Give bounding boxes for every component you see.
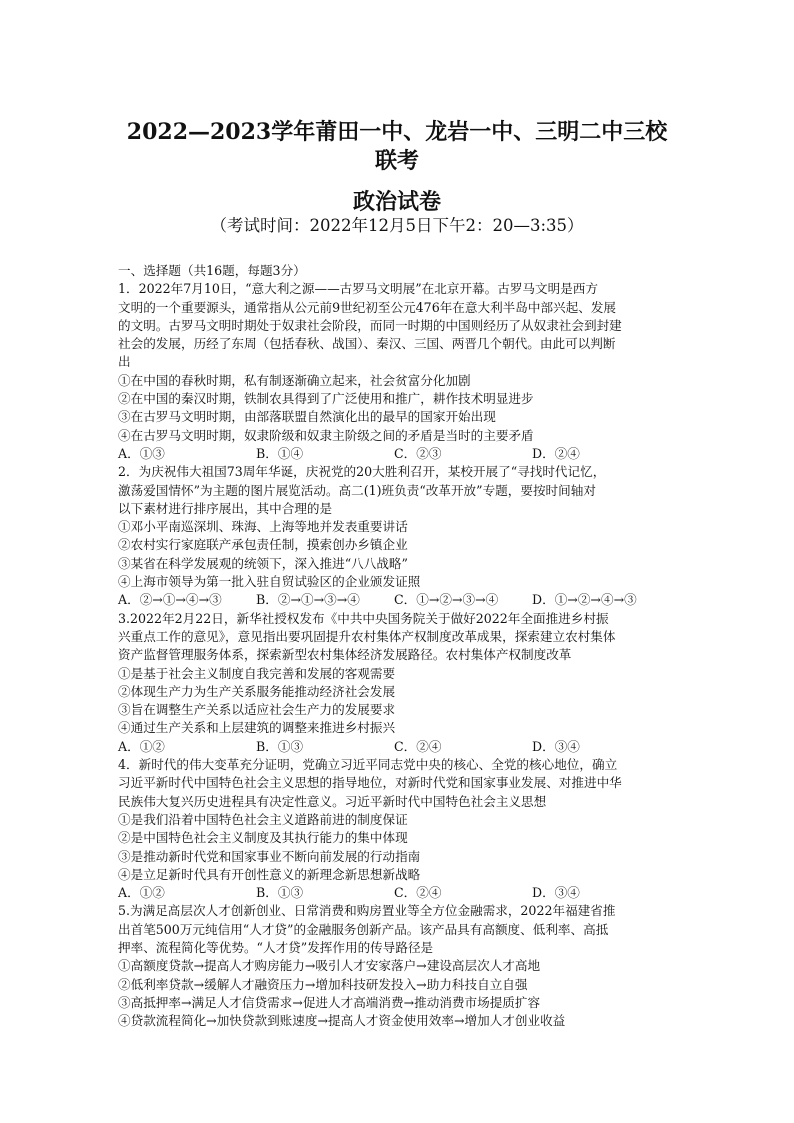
option-d: D．①→②→④→③ — [532, 592, 637, 608]
answer-options — [118, 445, 678, 463]
statement-item: ④贷款流程简化→加快贷款到账速度→提高人才资金使用效率→增加人才创业收益 — [118, 1013, 566, 1029]
option-c: C．②④ — [394, 738, 442, 754]
answer-options — [118, 738, 678, 756]
question-content — [118, 262, 678, 1030]
statement-item: ①是基于社会主义制度自我完善和发展的客观需要 — [118, 665, 396, 681]
question-stem-line: 文明的一个重要源头，通常指从公元前9世纪初至公元476年在意大利半岛中部兴起、发展 — [118, 299, 617, 315]
question-stem-line: 兴重点工作的意见》，意见指出要巩固提升农村集体产权制度改革成果，探索建立农村集体 — [118, 628, 616, 644]
option-d: D．③④ — [532, 885, 580, 901]
option-b: B．①③ — [256, 738, 304, 754]
statement-item: ③是推动新时代党和国家事业不断向前发展的行动指南 — [118, 848, 421, 864]
question-stem-line: 习近平新时代中国特色社会主义思想的指导地位，对新时代党和国家事业发展、对推进中华 — [118, 775, 622, 791]
statement-item: ①高额度贷款→提高人才购房能力→吸引人才安家落户→建设高层次人才高地 — [118, 958, 541, 974]
option-b: B．①③ — [256, 885, 304, 901]
option-d: D．③④ — [532, 738, 580, 754]
statement-item: ④在古罗马文明时期，奴隶阶级和奴隶主阶级之间的矛盾是当时的主要矛盾 — [118, 427, 534, 443]
exam-time: （考试时间：2022年12月5日下午2：20—3:35） — [210, 216, 584, 235]
section-header: 一、选择题（共16题，每题3分） — [118, 263, 306, 278]
question-stem-line: 社会的发展，历经了东周（包括春秋、战国）、秦汉、三国、两晋几个朝代。由此可以判断 — [118, 336, 616, 352]
option-a: A．①③ — [118, 445, 165, 461]
statement-item: ④是立足新时代具有开创性意义的新理念新思想新战略 — [118, 866, 421, 882]
question-stem-line: 资产监督管理服务体系，探索新型农村集体经济发展路径。农村集体产权制度改革 — [118, 647, 572, 663]
statement-item: ②是中国特色社会主义制度及其执行能力的集中体现 — [118, 830, 408, 846]
option-d: D．②④ — [532, 445, 580, 461]
statement-item: ②低利率贷款→缓解人才融资压力→增加科技研发投入→助力科技自立自强 — [118, 976, 528, 992]
exam-title-line1: 2022—2023学年莆田一中、龙岩一中、三明二中三校 — [126, 119, 668, 145]
option-c: C．②④ — [394, 885, 442, 901]
statement-item: ②在中国的秦汉时期，铁制农具得到了广泛使用和推广，耕作技术明显进步 — [118, 391, 534, 407]
question-1 — [118, 280, 678, 463]
question-stem-line: 4．新时代的伟大变革充分证明，党确立习近平同志党中央的核心、全党的核心地位，确立 — [118, 757, 618, 773]
statement-item: ②农村实行家庭联产承包责任制，摸索创办乡镇企业 — [118, 537, 408, 553]
question-stem-line: 出首笔500万元纯信用“人才贷”的金融服务创新产品。该产品具有高额度、低利率、高抵 — [118, 921, 609, 937]
exam-title-line2: 联考 — [374, 148, 419, 174]
question-stem-line: 5.为满足高层次人才创新创业、日常消费和购房置业等全方位金融需求，2022年福建省推 — [118, 903, 616, 919]
exam-subject-title: 政治试卷 — [352, 189, 441, 215]
question-stem-line: 民族伟大复兴历史进程具有决定性意义。习近平新时代中国特色社会主义思想 — [118, 793, 547, 809]
option-b: B．①④ — [256, 445, 304, 461]
question-stem-line: 2．为庆祝伟大祖国73周年华诞，庆祝党的20大胜利召开，某校开展了“寻找时代记忆， — [118, 464, 606, 480]
question-5 — [118, 902, 678, 1030]
option-c: C．①→②→③→④ — [394, 592, 499, 608]
answer-options — [118, 591, 678, 609]
option-a: A．①② — [118, 885, 165, 901]
statement-item: ④上海市领导为第一批入驻自贸试验区的企业颁发证照 — [118, 574, 421, 590]
question-stem-line: 1．2022年7月10日，“意大利之源——古罗马文明展”在北京开幕。古罗马文明是西方 — [118, 281, 598, 297]
statement-item: ③某省在科学发展观的统领下，深入推进“八八战略” — [118, 555, 408, 571]
statement-item: ③旨在调整生产关系以适应社会生产力的发展要求 — [118, 702, 396, 718]
option-b: B．②→①→③→④ — [256, 592, 360, 608]
option-a: A．①② — [118, 738, 165, 754]
answer-options — [118, 884, 678, 902]
question-2 — [118, 463, 678, 609]
question-stem-line: 3.2022年2月22日，新华社授权发布《中共中央国务院关于做好2022年全面推进乡村振 — [118, 610, 609, 626]
statement-item: ②体现生产力为生产关系服务能推动经济社会发展 — [118, 683, 396, 699]
question-stem-line: 的文明。古罗马文明时期处于奴隶社会阶段，而同一时期的中国则经历了从奴隶社会到封建 — [118, 317, 622, 333]
option-c: C．②③ — [394, 445, 442, 461]
statement-item: ③在古罗马文明时期，由部落联盟自然演化出的最早的国家开始出现 — [118, 409, 496, 425]
question-stem-line: 出 — [118, 354, 131, 370]
question-stem-line: 激荡爱国情怀”为主题的图片展览活动。高二(1)班负责“改革开放”专题，要按时间轴对 — [118, 482, 596, 498]
statement-item: ①在中国的春秋时期，私有制逐渐确立起来，社会贫富分化加剧 — [118, 372, 471, 388]
statement-item: ①邓小平南巡深圳、珠海、上海等地并发表重要讲话 — [118, 519, 408, 535]
statement-item: ④通过生产关系和上层建筑的调整来推进乡村振兴 — [118, 720, 396, 736]
question-stem-line: 以下素材进行排序展出，其中合理的是 — [118, 500, 333, 516]
question-stem-line: 押率、流程简化等优势。“人才贷”发挥作用的传导路径是 — [118, 939, 434, 955]
question-3 — [118, 610, 678, 756]
question-4 — [118, 756, 678, 902]
statement-item: ③高抵押率→满足人才信贷需求→促进人才高端消费→推动消费市场提质扩容 — [118, 994, 541, 1010]
option-a: A．②→①→④→③ — [118, 592, 222, 608]
statement-item: ①是我们沿着中国特色社会主义道路前进的制度保证 — [118, 811, 408, 827]
